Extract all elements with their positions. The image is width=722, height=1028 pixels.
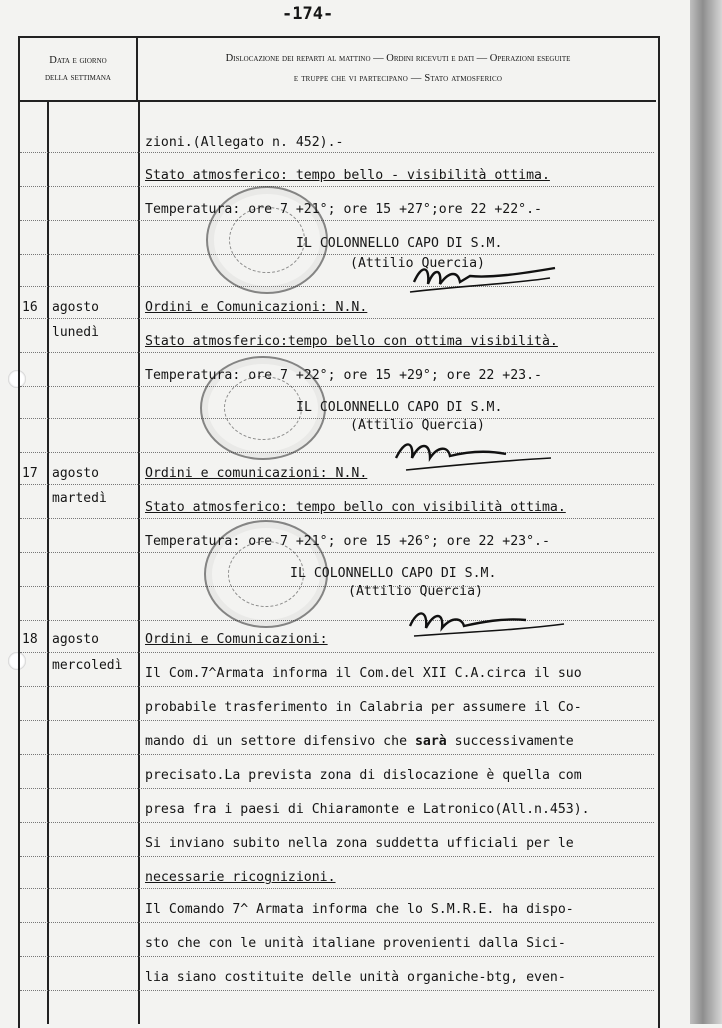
text-line: Stato atmosferico:tempo bello con ottima visibilità. xyxy=(145,334,558,349)
text-line: necessarie ricognizioni. xyxy=(145,870,336,885)
text-span-bold: sarà xyxy=(414,734,447,749)
rule-line xyxy=(20,956,654,957)
header-date-line1: Data e giorno xyxy=(49,55,107,66)
rule-line xyxy=(20,552,654,553)
header-date-column xyxy=(20,38,138,100)
rule-line xyxy=(20,754,654,755)
rule-line xyxy=(20,418,654,419)
date-weekday: lunedì xyxy=(52,325,99,340)
column-divider xyxy=(138,100,140,1024)
text-line: Temperatura: ore 7 +21°; ore 15 +26°; ore 22 +23°.- xyxy=(145,534,550,549)
date-month: agosto xyxy=(52,632,99,647)
rule-line xyxy=(20,788,654,789)
rule-line xyxy=(20,220,654,221)
text-span: successivamente xyxy=(446,734,574,749)
text-line: Si inviano subito nella zona suddetta ufficiali per le xyxy=(145,836,574,851)
text-line: zioni.(Allegato n. 452).- xyxy=(145,135,344,150)
rule-line xyxy=(20,586,654,587)
signature-title: IL COLONNELLO CAPO DI S.M. xyxy=(296,400,503,415)
rule-line xyxy=(20,888,654,889)
signatory-name: (Attilio Quercia) xyxy=(350,418,485,433)
header-content-line2: e truppe che vi partecipano — Stato atmosferico xyxy=(293,73,503,84)
page-number: -174- xyxy=(282,4,334,24)
signatory-name: (Attilio Quercia) xyxy=(348,584,483,599)
column-divider xyxy=(47,100,49,1024)
text-line: Ordini e Comunicazioni: xyxy=(145,632,328,647)
text-line: Temperatura: ore 7 +21°; ore 15 +27°;ore 22 +22°.- xyxy=(145,202,542,217)
rule-line xyxy=(20,386,654,387)
rule-line xyxy=(20,518,654,519)
rule-line xyxy=(20,720,654,721)
text-line: sto che con le unità italiane provenienti dalla Sici- xyxy=(145,936,566,951)
text-span: mando di un settore difensivo che xyxy=(145,734,415,749)
signature-title: IL COLONNELLO CAPO DI S.M. xyxy=(290,566,497,581)
binding-edge xyxy=(690,0,722,1024)
rule-line xyxy=(20,922,654,923)
date-weekday: mercoledì xyxy=(52,658,123,673)
text-line xyxy=(145,734,574,749)
rule-line xyxy=(20,856,654,857)
date-day: 16 xyxy=(22,300,38,315)
rule-line xyxy=(20,152,654,153)
handwritten-signature xyxy=(398,596,568,646)
text-line: Il Com.7^Armata informa il Com.del XII C.A.circa il suo xyxy=(145,666,582,681)
rule-line xyxy=(20,484,654,485)
text-line: Temperatura: ore 7 +22°; ore 15 +29°; ore 22 +23.- xyxy=(145,368,542,383)
handwritten-signature xyxy=(386,428,556,480)
text-line: Stato atmosferico: tempo bello - visibilità ottima. xyxy=(145,168,550,183)
date-month: agosto xyxy=(52,466,99,481)
rule-line xyxy=(20,352,654,353)
header-content-column xyxy=(140,38,656,100)
rule-line xyxy=(20,822,654,823)
date-day: 18 xyxy=(22,632,38,647)
header-date-line2: della settimana xyxy=(44,72,111,83)
register-frame xyxy=(18,36,660,1028)
date-month: agosto xyxy=(52,300,99,315)
rule-line xyxy=(20,452,654,453)
signatory-name: (Attilio Quercia) xyxy=(350,256,485,271)
table-header xyxy=(20,38,656,102)
text-line: lia siano costituite delle unità organiche-btg, even- xyxy=(145,970,566,985)
date-weekday: martedì xyxy=(52,491,107,506)
text-line: precisato.La prevista zona di dislocazione è quella com xyxy=(145,768,582,783)
date-day: 17 xyxy=(22,466,38,481)
signature-title: IL COLONNELLO CAPO DI S.M. xyxy=(296,236,503,251)
rule-line xyxy=(20,186,654,187)
rule-line xyxy=(20,686,654,687)
header-content-line1: Dislocazione dei reparti al mattino — Ordini ricevuti e dati — Operazioni eseguite xyxy=(225,53,571,64)
text-line: Stato atmosferico: tempo bello con visibilità ottima. xyxy=(145,500,566,515)
text-line: presa fra i paesi di Chiaramonte e Latronico(All.n.453). xyxy=(145,802,590,817)
text-line: Ordini e comunicazioni: N.N. xyxy=(145,466,368,481)
rule-line xyxy=(20,990,654,991)
text-line: Il Comando 7^ Armata informa che lo S.M.R.E. ha dispo- xyxy=(145,902,574,917)
rule-line xyxy=(20,652,654,653)
handwritten-signature xyxy=(400,252,560,302)
text-line: Ordini e Comunicazioni: N.N. xyxy=(145,300,368,315)
rule-line xyxy=(20,318,654,319)
text-line: probabile trasferimento in Calabria per assumere il Co- xyxy=(145,700,582,715)
